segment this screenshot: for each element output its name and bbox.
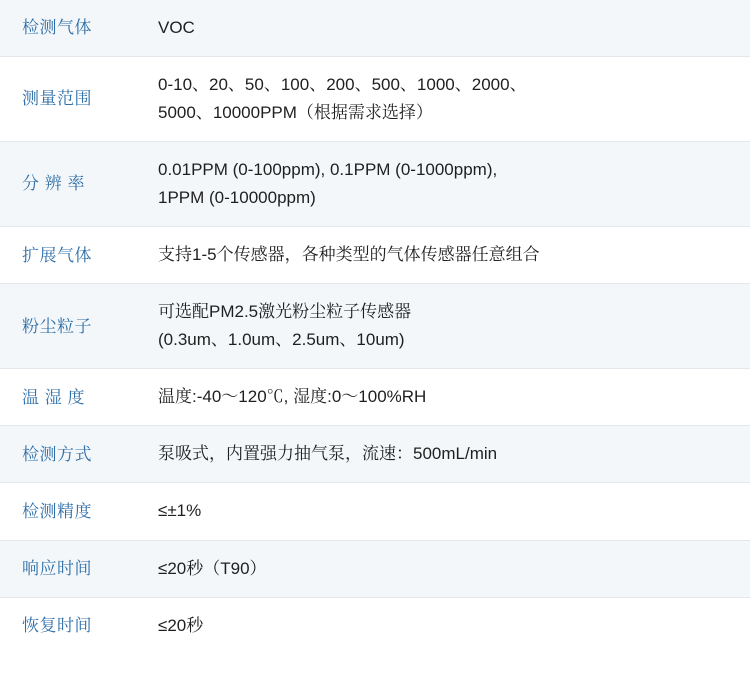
table-row <box>0 0 750 57</box>
spec-value-line: (0.3um、1.0um、2.5um、10um) <box>158 330 405 350</box>
spec-value-line: 支持1-5个传感器，各种类型的气体传感器任意组合 <box>158 245 540 265</box>
spec-value <box>150 57 750 142</box>
table-row <box>0 227 750 284</box>
spec-value-line: 1PPM (0-10000ppm) <box>158 188 316 208</box>
spec-value-line: 可选配PM2.5激光粉尘粒子传感器 <box>158 302 412 322</box>
spec-label: 粉尘粒子 <box>0 284 150 369</box>
table-row <box>0 426 750 483</box>
spec-value <box>150 369 750 426</box>
spec-value <box>150 483 750 540</box>
spec-label: 温 湿 度 <box>22 387 85 407</box>
spec-value-line: 5000、10000PPM（根据需求选择） <box>158 103 433 123</box>
spec-value <box>150 227 750 284</box>
spec-label: 扩展气体 <box>22 245 92 265</box>
spec-value <box>150 0 750 57</box>
spec-label: 分 辨 率 <box>0 142 150 227</box>
spec-value-line: 泵吸式，内置强力抽气泵，流速：500mL/min <box>158 444 498 464</box>
spec-value <box>150 426 750 483</box>
spec-value <box>150 597 750 654</box>
table-row <box>0 369 750 426</box>
spec-label: 检测方式 <box>0 426 150 483</box>
table-row <box>0 142 750 227</box>
table-row <box>0 597 750 654</box>
spec-value <box>150 284 750 369</box>
spec-value-line: VOC <box>158 18 195 37</box>
spec-label: 检测气体 <box>0 0 150 57</box>
spec-value <box>150 540 750 597</box>
spec-value-line: 0-10、20、50、100、200、500、1000、2000、 <box>158 75 527 95</box>
spec-value-line: ≤20秒（T90） <box>158 558 267 578</box>
spec-value-line: ≤±1% <box>158 501 202 521</box>
table-row <box>0 540 750 597</box>
spec-label: 响应时间 <box>0 540 150 597</box>
table-row <box>0 284 750 369</box>
table-row <box>0 483 750 540</box>
spec-value <box>150 142 750 227</box>
spec-value-line: 0.01PPM (0-100ppm), 0.1PPM (0-1000ppm), <box>158 160 498 180</box>
spec-label: 检测精度 <box>22 501 92 521</box>
spec-value-line: ≤20秒 <box>158 615 204 635</box>
spec-label: 恢复时间 <box>22 615 92 635</box>
table-row <box>0 57 750 142</box>
spec-label: 测量范围 <box>22 89 92 109</box>
spec-value-line: 温度:-40～120℃, 湿度:0～100%RH <box>158 387 427 407</box>
